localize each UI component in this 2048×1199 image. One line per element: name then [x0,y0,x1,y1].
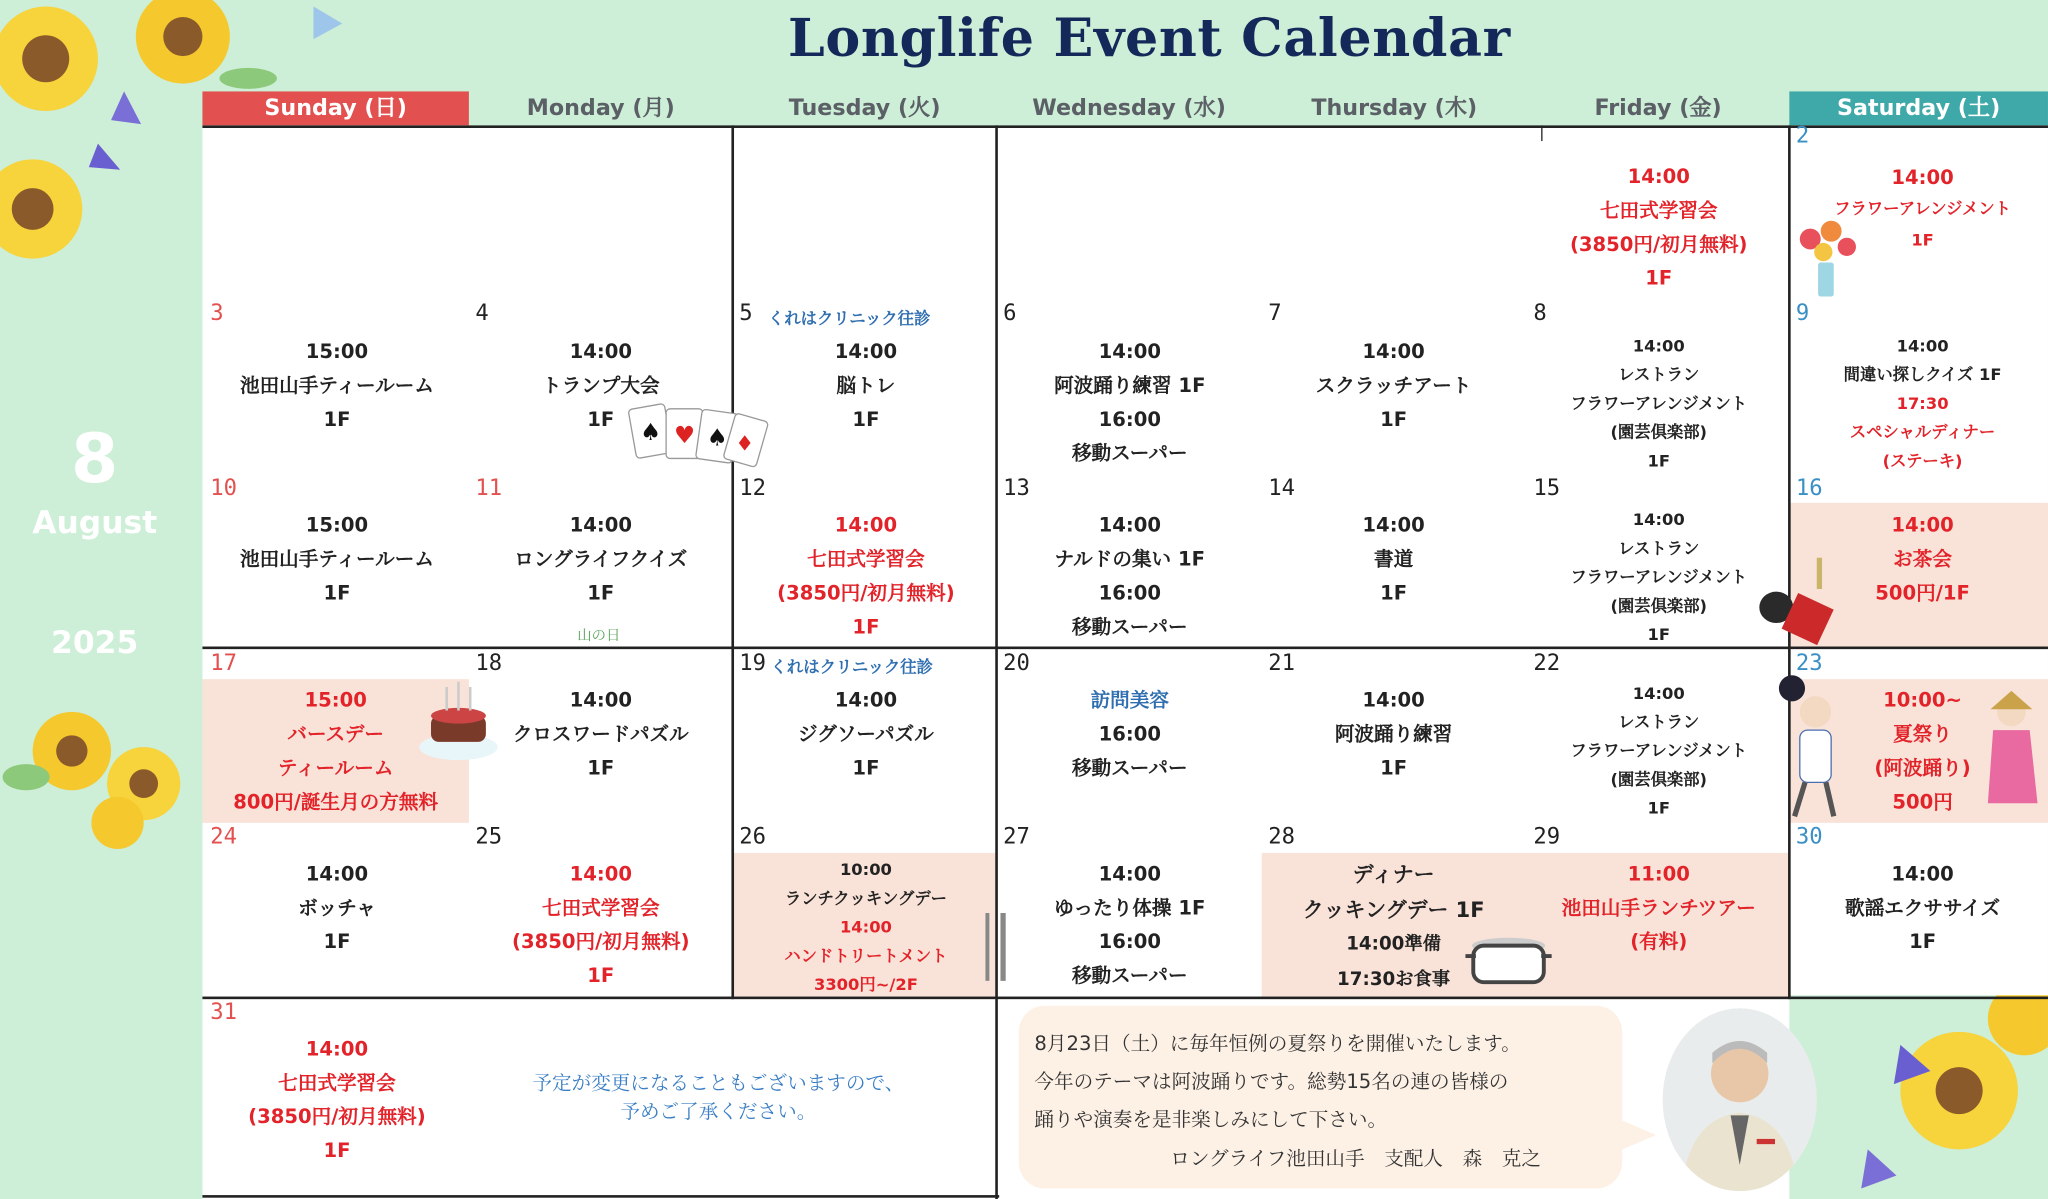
event-day-15 [1528,505,1789,649]
event-line: (阿波踊り) [1874,756,1971,780]
holiday-note: 山の日 [577,626,621,644]
event-day-8 [1528,332,1789,476]
event-line: 1F [323,1138,351,1163]
day-number: 21 [1268,650,1295,677]
event-line: 14:00 [1891,165,1954,190]
tea-ceremony-icon [1757,555,1838,646]
event-line: 14:00 [1098,862,1161,886]
event-line: 移動スーパー [1071,441,1188,465]
day-number: 29 [1533,824,1561,851]
event-line: 七田式学習会 [807,547,925,571]
page-title: Longlife Event Calendar [787,7,1511,70]
event-line: 14:00 [569,513,632,537]
event-day-24 [205,857,469,959]
event-line: 1F [852,756,880,780]
event-line: 1F [852,615,880,639]
awa-odori-dancer-right-icon [1977,686,2048,817]
event-line: 1F [1647,624,1671,644]
day-number: 13 [1003,475,1030,502]
message-line: 踊りや演奏を是非楽しみにして下さい。 [1034,1107,1388,1132]
event-line: ティールーム [277,756,394,780]
day-number: 30 [1795,824,1823,851]
event-line: 14:00 [305,1037,369,1061]
event-line: 1F [1647,798,1671,818]
event-line: 1F [852,407,880,432]
event-line: 14:00 [834,688,898,712]
event-line: 14:00 [1362,513,1425,537]
day-number: 24 [210,824,238,851]
event-line: 1F [323,407,351,432]
event-line: 移動スーパー [1071,963,1188,988]
event-line: スペシャルディナー [1849,421,1996,442]
day-number: 19 [739,650,767,677]
header-saturday: Saturday (土) [1789,91,2048,125]
event-line: 14:00 [1632,683,1685,703]
day-number: 8 [1533,300,1547,327]
birthday-cake-icon [415,677,501,768]
event-day-6 [998,334,1262,470]
event-day-13 [998,508,1262,644]
svg-text:♥: ♥ [673,420,696,449]
day-number: 12 [739,475,767,502]
event-day-14 [1262,508,1526,610]
event-line: 500円 [1892,790,1953,814]
event-line: スクラッチアート [1315,373,1472,398]
event-line: (3850円/初月無料) [1569,232,1748,256]
event-line: フラワーアレンジメント [1570,566,1748,587]
event-line: 1F [587,756,615,780]
event-line: 14:00準備 [1346,933,1441,955]
header-friday: Friday (金) [1594,95,1722,122]
manager-portrait-icon [1663,1008,1817,1191]
header-sunday: Sunday (日) [202,91,468,125]
event-day-26 [734,855,998,999]
event-line: 11:00 [1627,862,1690,886]
event-day-31 [205,1032,469,1168]
event-line: 14:00 [305,862,369,886]
event-day-19 [734,683,998,785]
month-number: 8 [71,420,119,499]
playing-cards-icon [627,398,771,476]
manager-photo [1663,1008,1817,1191]
message-bubble [1019,1006,1622,1189]
event-line: (3850円/初月無料) [512,929,690,954]
day-number: 7 [1268,300,1282,327]
notice-line: 予定が変更になることもございますので、 [532,1071,905,1095]
event-line: 夏祭り [1893,722,1952,746]
event-line: 14:00 [1098,339,1161,364]
day-number: 15 [1533,475,1561,502]
event-line: 14:00 [1896,335,1949,356]
event-day-7 [1262,334,1526,436]
event-day-11 [469,508,733,610]
event-line: トランプ大会 [542,373,660,398]
event-line: ロングライフクイズ [514,547,688,571]
day-number: 16 [1795,475,1823,502]
event-line: フラワーアレンジメント [1834,198,2011,219]
event-line: 訪問美容 [1090,688,1169,712]
event-day-12 [734,508,998,644]
event-line: 1F [1647,450,1671,471]
event-line: 14:00 [834,513,898,537]
event-line: レストラン [1618,364,1700,384]
event-line: 800円/誕生月の方無料 [233,790,439,814]
day-number: 9 [1795,300,1810,327]
event-line: 14:00 [839,916,892,937]
event-line: 池田山手ティールーム [239,373,434,398]
event-line: 1F [1645,266,1673,290]
event-line: 1F [1380,407,1408,432]
header-wednesday: Wednesday (水) [1032,95,1226,122]
day-number: 22 [1533,650,1561,677]
event-day-3 [205,334,469,436]
event-line: 書道 [1373,547,1414,571]
event-line: レストラン [1618,538,1700,558]
event-line: ゆったり体操 1F [1054,895,1206,920]
clinic-note: くれはクリニック往診 [767,308,931,328]
message-signature: ロングライフ池田山手 支配人 森 克之 [1170,1146,1541,1171]
message-line: 今年のテーマは阿波踊りです。総勢15名の連の皆様の [1034,1069,1509,1094]
event-line: 14:00 [569,688,632,712]
event-line: 14:00 [834,339,898,364]
event-line: 1F [323,581,351,605]
notice-line: 予めご了承ください。 [620,1099,817,1124]
day-number: 11 [475,475,503,502]
event-line: ボッチャ [298,895,376,920]
event-line: 10:00 [839,859,892,880]
header-monday: Monday (月) [526,95,675,122]
event-line: 七田式学習会 [542,895,660,920]
day-number: 20 [1003,650,1030,677]
event-line: 16:00 [1098,407,1161,432]
day-number: 31 [210,999,238,1026]
event-line: 14:00 [1632,335,1685,356]
event-line: ランチクッキングデー [784,888,948,908]
event-line: 15:00 [304,688,367,712]
divider [202,125,2048,128]
event-line: 1F [1380,581,1408,605]
event-line: 14:00 [569,339,632,364]
event-line: (3850円/初月無料) [777,581,955,605]
event-line: 14:00 [1891,862,1954,886]
event-line: 1F [323,929,351,954]
event-line: クッキングデー 1F [1302,897,1485,923]
event-line: 脳トレ [836,373,896,398]
schedule-change-notice [496,1068,940,1125]
divider [202,997,2048,1000]
event-line: 16:00 [1098,929,1161,954]
event-line: ディナー [1352,862,1435,887]
event-line: フラワーアレンジメント [1570,393,1748,413]
event-day-21 [1262,683,1526,785]
event-line: バースデー [287,722,384,746]
header-tuesday: Tuesday (火) [788,95,941,122]
day-number: 10 [210,475,238,502]
event-line: ハンドトリートメント [784,945,948,966]
divider [1541,125,1542,141]
event-line: 1F [587,407,615,432]
fork-knife-icon [977,908,1016,986]
event-line: 阿波踊り練習 [1334,722,1453,746]
event-line: 16:00 [1098,722,1161,746]
event-day-29 [1528,857,1789,959]
event-day-5 [734,334,998,436]
event-line: 3300円~/2F [813,974,918,994]
year: 2025 [51,624,139,661]
event-line: 池田山手ティールーム [239,547,434,571]
bubble-tail [1620,1117,1659,1156]
event-line: (ステーキ) [1882,450,1963,471]
event-line: 阿波踊り練習 1F [1054,373,1206,398]
event-line: 歌謡エクササイズ [1844,895,2001,920]
event-line: 17:30 [1896,393,1949,413]
event-line: 間違い探しクイズ 1F [1843,364,2002,384]
event-line: (園芸倶楽部) [1610,769,1708,789]
event-day-18 [469,683,733,785]
svg-text:♠: ♠ [706,423,728,452]
event-line: 1F [1380,756,1408,780]
event-line: 14:00 [1362,339,1425,364]
event-line: 1F [1911,229,1934,250]
month-name: August [32,504,158,541]
awa-odori-dancer-left-icon [1776,673,1841,823]
flower-vase-icon [1792,216,1860,301]
clinic-note: くれはクリニック往診 [770,656,933,677]
event-line: 1F [1909,929,1937,954]
event-line: 七田式学習会 [1599,198,1718,223]
sunflower-decoration-bottom-right [1815,993,2047,1199]
sunflower-decoration-left [0,692,196,849]
day-number: 17 [210,650,238,677]
event-day-27 [998,857,1262,993]
header-thursday: Thursday (木) [1311,95,1478,122]
event-line: 七田式学習会 [278,1071,396,1095]
event-day-22 [1528,679,1789,823]
event-line: 14:00 [1627,164,1690,189]
divider [202,1195,999,1198]
event-line: 15:00 [305,339,369,364]
event-line: ジグソーパズル [798,722,934,746]
event-line: 14:00 [1362,688,1425,712]
event-line: 10:00~ [1883,688,1962,712]
day-number: 18 [475,650,503,677]
day-number: 6 [1003,300,1017,327]
event-day-10 [205,508,469,610]
day-number: 14 [1268,475,1295,502]
event-line: 14:00 [1098,513,1161,537]
event-line: ナルドの集い 1F [1054,547,1205,571]
event-line: クロスワードパズル [512,722,689,746]
cooking-pot-icon [1463,930,1554,995]
divider [995,125,998,1199]
event-line: 1F [587,963,615,988]
event-day-1 [1528,159,1789,295]
event-line: (3850円/初月無料) [248,1104,426,1129]
event-line: (有料) [1630,929,1688,954]
svg-text:♠: ♠ [639,418,662,447]
event-line: 15:00 [305,513,369,537]
event-line: (園芸倶楽部) [1610,421,1708,442]
day-number: 3 [210,300,224,327]
event-day-25 [469,857,733,993]
event-line: お茶会 [1893,547,1952,571]
day-number: 4 [475,300,489,327]
event-line: 移動スーパー [1071,615,1188,639]
day-number: 23 [1795,650,1823,677]
event-line: 17:30お食事 [1337,969,1451,991]
message-line: 8月23日（土）に毎年恒例の夏祭りを開催いたします。 [1034,1031,1521,1056]
event-line: (園芸倶楽部) [1610,595,1708,616]
event-line: フラワーアレンジメント [1570,740,1748,761]
event-line: レストラン [1618,711,1700,732]
day-number: 26 [739,824,767,851]
event-line: 14:00 [1632,509,1685,529]
day-number: 5 [739,300,753,327]
day-number: 27 [1003,824,1030,851]
event-day-30 [1792,857,2048,959]
event-day-20 [998,683,1262,785]
day-number: 25 [475,824,503,851]
day-number: 2 [1795,122,1810,149]
event-line: 14:00 [569,862,632,886]
event-line: 1F [587,581,615,605]
event-day-9 [1792,332,2048,476]
event-line: 移動スーパー [1071,756,1188,780]
event-line: 池田山手ランチツアー [1561,895,1756,920]
event-line: 14:00 [1891,513,1954,537]
event-line: 16:00 [1098,581,1161,605]
day-number: 28 [1268,824,1295,851]
svg-text:♦: ♦ [735,431,755,456]
event-line: 500円/1F [1875,581,1970,605]
